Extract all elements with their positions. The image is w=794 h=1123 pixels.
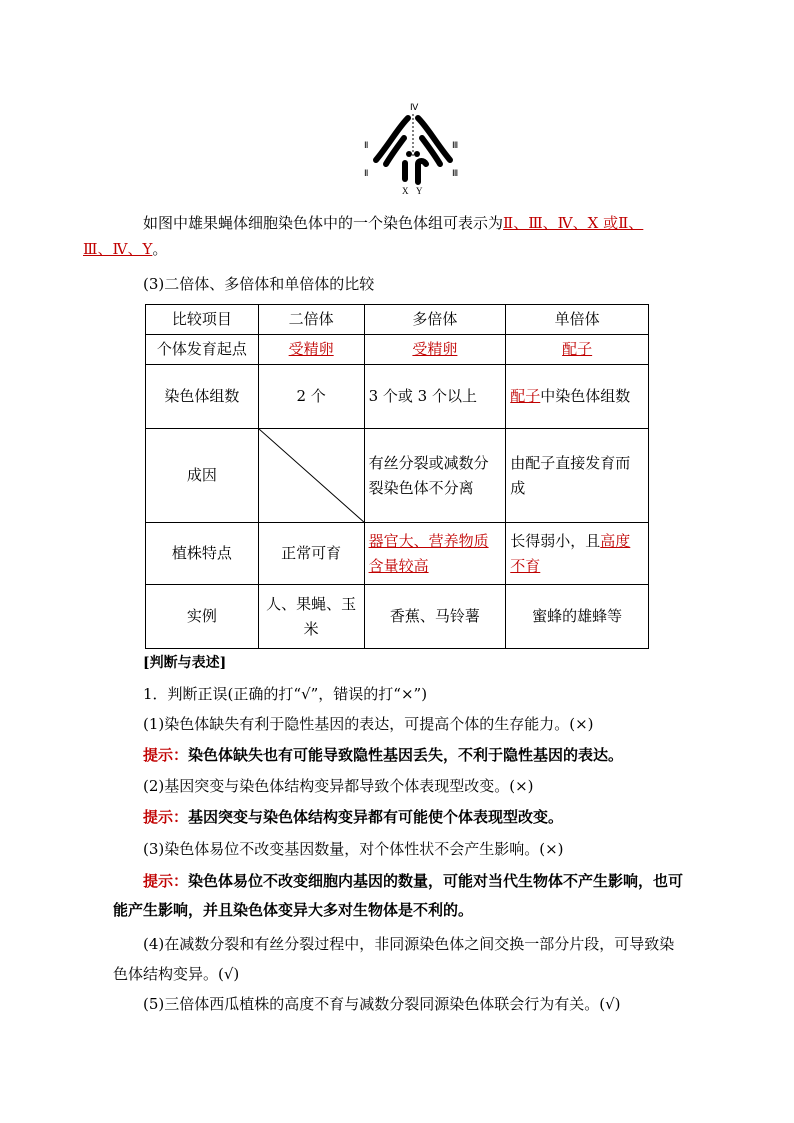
judge-item-4: (4)在减数分裂和有丝分裂过程中，非同源染色体之间交换一部分片段，可导致染色体结构变异。(√) [113,935,675,983]
section-3-title: (3)二倍体、多倍体和单倍体的比较 [143,275,375,293]
header-cell: 比较项目 [146,305,259,335]
answer-cell: 高度不育 [510,531,631,575]
hint-label: 提示： [143,808,189,826]
table-row [146,429,649,523]
table-cell-text: 中染色体组数 [540,387,631,405]
hint-label: 提示： [143,746,189,764]
answer-cell: 配子 [562,340,593,358]
header-cell: 多倍体 [364,305,506,335]
answer-cell: 受精卵 [412,340,458,358]
table-cell: 蜜蜂的雄蜂等 [506,585,649,649]
header-cell: 二倍体 [258,305,364,335]
judge-item-3: (3)染色体易位不改变基因数量，对个体性状不会产生影响。(×) [143,840,564,858]
intro-answer-2: Ⅲ、Ⅳ、Y [83,240,153,258]
judge-hint-2 [143,804,718,830]
answer-cell: 受精卵 [288,340,334,358]
row-label: 个体发育起点 [146,335,259,365]
answer-cell: 配子 [510,387,541,405]
label-ii-bottom: Ⅱ [364,168,369,178]
intro-paragraph [83,210,688,262]
judge-hint-1 [143,742,718,768]
label-iii-top: Ⅲ [452,140,459,150]
hint-label: 提示： [143,872,189,890]
judge-item-2: (2)基因突变与染色体结构变异都导致个体表现型改变。(×) [143,777,534,795]
hint-text: 染色体缺失也有可能导致隐性基因丢失，不利于隐性基因的表达。 [188,746,624,764]
judge-question-title: 1．判断正误(正确的打“√”，错误的打“×”) [143,685,428,703]
label-iv: Ⅳ [410,102,419,112]
hint-text: 基因突变与染色体结构变异都有可能使个体表现型改变。 [188,808,564,826]
table-cell: 3 个或 3 个以上 [364,365,506,429]
table-cell: 香蕉、马铃薯 [364,585,506,649]
table-cell: 由配子直接发育而成 [506,429,649,523]
judge-title: [判断与表述] [143,655,227,671]
table-row [146,585,649,649]
table-row [146,335,649,365]
row-label: 染色体组数 [146,365,259,429]
table-row [146,523,649,585]
intro-end: 。 [152,240,168,258]
intro-text: 如图中雄果蝇体细胞染色体中的一个染色体组可表示为 [143,214,504,232]
table-cell: 人、果蝇、玉米 [258,585,364,649]
chromosome-figure [360,98,465,198]
judge-item-1: (1)染色体缺失有利于隐性基因的表达，可提高个体的生存能力。(×) [143,715,594,733]
table-cell: 有丝分裂或减数分裂染色体不分离 [364,429,506,523]
row-label: 成因 [146,429,259,523]
comparison-table [145,304,649,649]
table-header-row [146,305,649,335]
row-label: 植株特点 [146,523,259,585]
label-x: X [402,186,409,196]
table-row [146,365,649,429]
empty-diagonal-cell [258,429,364,523]
label-ii-top: Ⅱ [364,140,369,150]
label-y: Y [416,186,423,196]
row-label: 实例 [146,585,259,649]
judge-hint-3 [113,867,688,925]
table-cell: 2 个 [258,365,364,429]
intro-answer-1: Ⅱ、Ⅲ、Ⅳ、X 或Ⅱ、 [503,214,644,232]
table-cell: 正常可育 [258,523,364,585]
header-cell: 单倍体 [506,305,649,335]
hint-text: 染色体易位不改变细胞内基因的数量，可能对当代生物体不产生影响，也可能产生影响，并且染色体变异大多对生物体是不利的。 [113,872,684,919]
table-cell-text: 长得弱小，且 [510,531,601,550]
judge-item-5: (5)三倍体西瓜植株的高度不育与减数分裂同源染色体联会行为有关。(√) [143,995,621,1013]
answer-cell: 器官大、营养物质含量较高 [368,531,489,575]
label-iii-bottom: Ⅲ [452,168,459,178]
fruit-fly-chromosome-diagram [360,98,465,198]
